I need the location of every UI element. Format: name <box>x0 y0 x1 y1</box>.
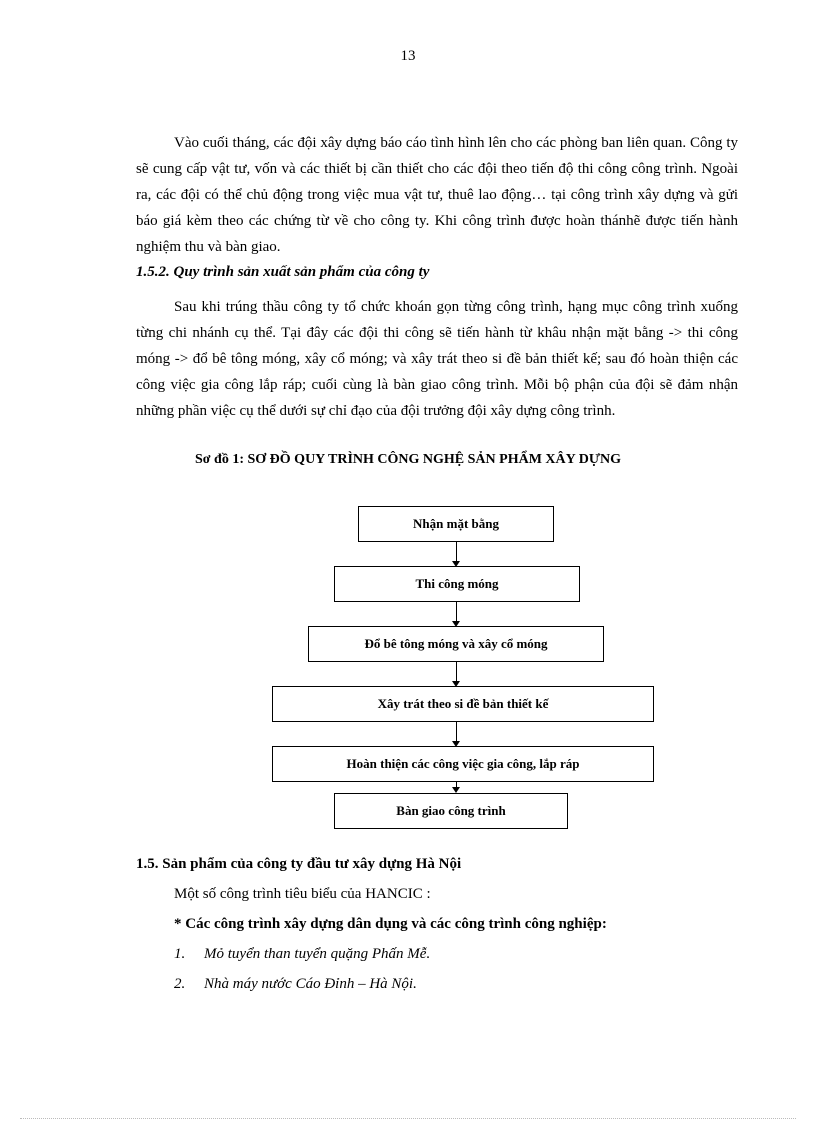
page-bottom-rule <box>20 1118 796 1119</box>
section-intro: Một số công trình tiêu biểu của HANCIC : <box>174 886 431 902</box>
paragraph-2: Sau khi trúng thầu công ty tổ chức khoán gọn từng công trình, hạng mục công trình xuống từng chi nhánh cụ thể. Tại đây các đội thi công sẽ tiến hành từ khâu nhận mặt bằng -> thi công móng -> đổ bê tông móng, xây cổ móng; và xây trát theo si đề bản thiết kế; sau đó hoàn thiện các công việc gia công lắp ráp; cuối cùng là bàn giao công trình. Mỗi bộ phận của đội sẽ đảm nhận những phần việc cụ thể dưới sự chỉ đạo của đội trưởng đội xây dựng công trình. <box>136 299 738 419</box>
flow-step-4: Xây trát theo si đề bản thiết kế <box>272 686 654 722</box>
flow-connector <box>456 722 457 742</box>
flow-step-3: Đổ bê tông móng và xây cổ móng <box>308 626 604 662</box>
list-item <box>174 946 430 963</box>
flow-step-2: Thi công móng <box>334 566 580 602</box>
diagram-title: Sơ đồ 1: SƠ ĐỒ QUY TRÌNH CÔNG NGHỆ SẢN PHẨM XÂY DỰNG <box>195 452 621 467</box>
flow-step-5: Hoàn thiện các công việc gia công, lắp ráp <box>272 746 654 782</box>
section-subheading: * Các công trình xây dựng dân dụng và các công trình công nghiệp: <box>174 916 607 932</box>
paragraph-1: Vào cuối tháng, các đội xây dựng báo cáo tình hình lên cho các phòng ban liên quan. Công ty sẽ cung cấp vật tư, vốn và các thiết bị cần thiết cho các đội theo tiến độ thi công công trình. Ngoài ra, các đội có thể chủ động trong việc mua vật tư, thuê lao động… tại công trình xây dựng và gửi báo giá kèm theo các chứng từ về cho công ty. Khi công trình được hoàn thánhẽ được tiến hành nghiệm thu và bàn giao. <box>136 135 738 255</box>
list-item <box>174 976 417 993</box>
list-item-text: Mỏ tuyển than tuyển quặng Phấn Mễ. <box>204 946 431 962</box>
list-item-number: 1. <box>174 946 186 962</box>
page-number: 13 <box>400 48 416 64</box>
flow-connector <box>456 602 457 622</box>
list-item-text: Nhà máy nước Cáo Đỉnh – Hà Nội. <box>204 976 417 992</box>
section-1-5-heading: 1.5. Sản phẩm của công ty đầu tư xây dựng Hà Nội <box>136 856 462 872</box>
list-item-number: 2. <box>174 976 186 992</box>
heading-1-5-2: 1.5.2. Quy trình sản xuất sản phẩm của công ty <box>136 264 430 280</box>
flow-connector <box>456 542 457 562</box>
flow-step-6: Bàn giao công trình <box>334 793 568 829</box>
flow-step-1: Nhận mặt bằng <box>358 506 554 542</box>
flow-connector <box>456 662 457 682</box>
